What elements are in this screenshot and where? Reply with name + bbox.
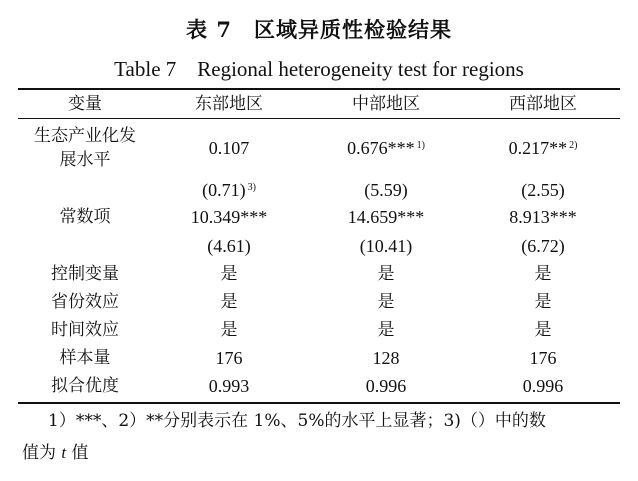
table-row: [18, 317, 620, 343]
row-label: 常数项: [59, 207, 111, 227]
cell-east: (4.61): [207, 236, 251, 256]
cell-central: 是: [377, 320, 395, 340]
footnote-marker: 3): [247, 182, 256, 193]
cell-west: (6.72): [521, 236, 565, 256]
table-footnote-line1: 1）***、2）**分别表示在 1%、5%的水平上显著；3)（）中的数: [48, 411, 546, 431]
footnote-marker: 1): [416, 140, 425, 151]
table-title-chinese: 表 7 区域异质性检验结果: [186, 17, 452, 42]
t-statistic-symbol: t: [61, 443, 67, 462]
cell-central: 128: [372, 348, 400, 368]
table-header-row: [18, 91, 620, 117]
cell-east: 0.993: [208, 376, 250, 396]
cell-east: (0.71) $^{3)}$: [202, 180, 256, 200]
cell-west: 是: [534, 292, 552, 312]
cell-west: 176: [529, 348, 557, 368]
cell-central: 是: [377, 264, 395, 284]
cell-central: 0.996: [365, 376, 407, 396]
cell-west: 0.217** $^{2)}$: [508, 138, 578, 158]
table-header-rule: [18, 118, 620, 119]
header-variable: 变量: [68, 94, 102, 114]
cell-central: 14.659***: [347, 207, 425, 227]
table-row: [18, 204, 620, 230]
row-label: 控制变量: [51, 264, 119, 284]
table-row: [18, 122, 620, 174]
table-row: [18, 345, 620, 371]
header-west: 西部地区: [509, 94, 577, 114]
row-label: [18, 124, 152, 172]
table-row: [18, 261, 620, 287]
row-label-line2: 展水平: [59, 150, 111, 170]
row-label: 拟合优度: [51, 376, 119, 396]
table-footnote-line2: 值为 t 值: [22, 443, 89, 463]
cell-east: 是: [220, 320, 238, 340]
cell-east: 176: [215, 348, 243, 368]
header-east: 东部地区: [195, 94, 263, 114]
cell-east: 是: [220, 292, 238, 312]
footnote-marker: 2): [569, 140, 578, 151]
table-top-rule: [18, 88, 620, 90]
cell-west: 8.913***: [509, 207, 577, 227]
table-row: [18, 233, 620, 259]
cell-east: 10.349***: [190, 207, 268, 227]
table-row: [18, 373, 620, 399]
cell-west: (2.55): [521, 180, 565, 200]
cell-central: 是: [377, 292, 395, 312]
row-label-line1: 生态产业化发: [34, 126, 136, 146]
cell-west: 是: [534, 320, 552, 340]
cell-west: 是: [534, 264, 552, 284]
cell-central: (5.59): [364, 180, 408, 200]
row-label: 样本量: [59, 348, 111, 368]
table-bottom-rule: [18, 402, 620, 404]
cell-east: 0.107: [208, 138, 250, 158]
cell-central: 0.676*** $^{1)}$: [347, 138, 425, 158]
cell-east: 是: [220, 264, 238, 284]
table-row: [18, 177, 620, 203]
header-central: 中部地区: [352, 94, 420, 114]
row-label: 省份效应: [51, 292, 119, 312]
cell-west: 0.996: [522, 376, 564, 396]
table-title-english: Table 7 Regional heterogeneity test for regions: [114, 57, 524, 81]
table-row: [18, 289, 620, 315]
row-label: 时间效应: [51, 320, 119, 340]
cell-central: (10.41): [359, 236, 413, 256]
